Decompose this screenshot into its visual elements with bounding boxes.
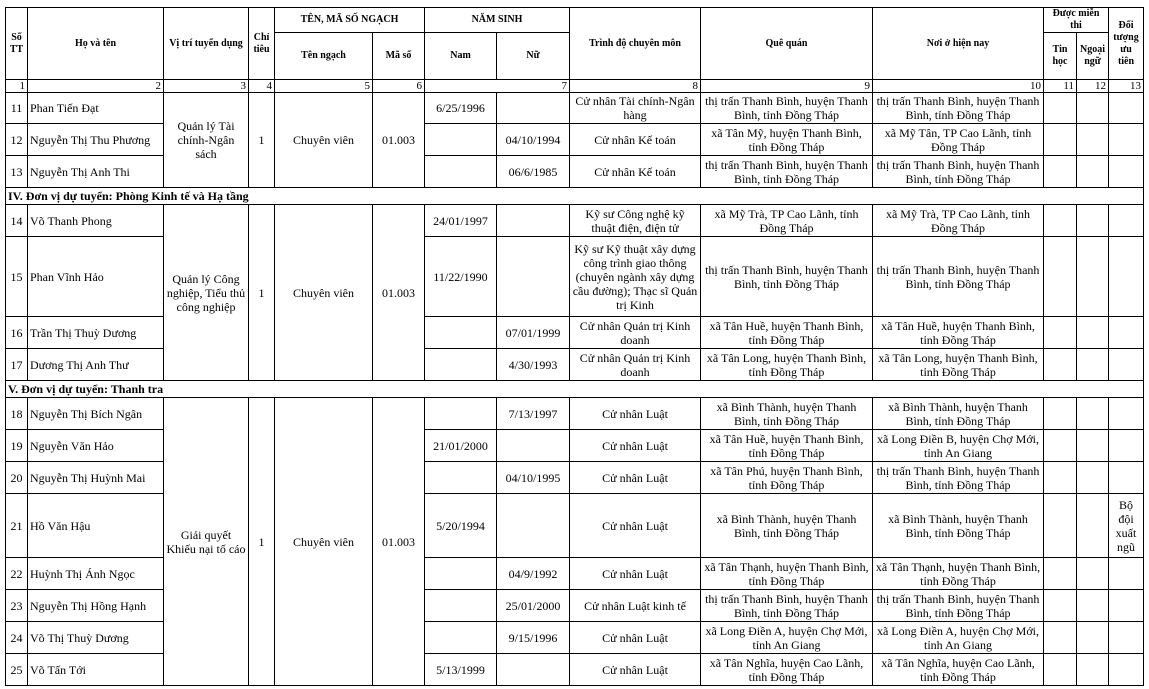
name-cell: Dương Thị Anh Thư [28,349,164,381]
candidate-table [5,7,1144,686]
rank-code-cell: 01.003 [373,398,425,686]
birth-male-cell [425,156,497,188]
residence-cell: thị trấn Thanh Bình, huyện Thanh Bình, tỉnh Đồng Tháp [873,237,1044,317]
header-ngach-group: TÊN, MÃ SỐ NGẠCH [275,8,425,33]
stt-cell: 24 [6,622,28,654]
stt-cell: 18 [6,398,28,430]
name-cell: Nguyễn Thị Anh Thi [28,156,164,188]
birth-female-cell: 4/30/1993 [497,349,570,381]
stt-cell: 21 [6,494,28,558]
hometown-cell: xã Tân Huề, huyện Thanh Bình, tỉnh Đồng Tháp [701,317,873,349]
name-cell: Võ Thanh Phong [28,205,164,237]
birth-male-cell [425,349,497,381]
hometown-cell: xã Tân Huề, huyện Thanh Bình, tỉnh Đồng Tháp [701,430,873,462]
priority-cell [1109,237,1144,317]
quota-cell: 1 [249,205,275,381]
position-cell: Quản lý Tài chính-Ngân sách [164,93,249,188]
hometown-cell: thị trấn Thanh Bình, huyện Thanh Bình, tỉnh Đồng Tháp [701,590,873,622]
rank-name-cell: Chuyên viên [275,93,373,188]
exempt-language-cell [1077,558,1109,590]
birth-female-cell: 06/6/1985 [497,156,570,188]
birth-male-cell: 5/20/1994 [425,494,497,558]
priority-cell [1109,462,1144,494]
qualification-cell: Cử nhân Kế toán [570,156,701,188]
hometown-cell: xã Long Điền A, huyện Chợ Mới, tỉnh An Giang [701,622,873,654]
exempt-it-cell [1044,93,1077,124]
header-tin-hoc: Tin học [1044,33,1077,80]
birth-female-cell: 7/13/1997 [497,398,570,430]
header-ho-ten: Họ và tên [28,8,164,80]
name-cell: Trần Thị Thuỳ Dương [28,317,164,349]
priority-cell [1109,156,1144,188]
qualification-cell: Cử nhân Luật [570,622,701,654]
exempt-language-cell [1077,398,1109,430]
birth-female-cell: 9/15/1996 [497,622,570,654]
qualification-cell: Cử nhân Quản trị Kinh doanh [570,349,701,381]
birth-male-cell [425,462,497,494]
quota-cell: 1 [249,93,275,188]
qualification-cell: Cử nhân Luật [570,430,701,462]
hometown-cell: xã Bình Thành, huyện Thanh Bình, tỉnh Đồng Tháp [701,494,873,558]
priority-cell [1109,398,1144,430]
header-noi-o: Nơi ở hiện nay [873,8,1044,80]
birth-female-cell: 25/01/2000 [497,590,570,622]
birth-female-cell: 04/10/1995 [497,462,570,494]
qualification-cell: Cử nhân Quản trị Kinh doanh [570,317,701,349]
birth-male-cell [425,317,497,349]
exempt-it-cell [1044,494,1077,558]
header-vi-tri: Vị trí tuyển dụng [164,8,249,80]
exempt-it-cell [1044,124,1077,156]
priority-cell [1109,590,1144,622]
birth-male-cell: 24/01/1997 [425,205,497,237]
exempt-language-cell [1077,237,1109,317]
name-cell: Nguyễn Thị Thu Phương [28,124,164,156]
table-row [6,93,1144,124]
residence-cell: xã Long Điền B, huyện Chợ Mới, tỉnh An Giang [873,430,1044,462]
birth-male-cell [425,590,497,622]
exempt-language-cell [1077,124,1109,156]
residence-cell: xã Bình Thành, huyện Thanh Bình, tỉnh Đồng Tháp [873,494,1044,558]
exempt-language-cell [1077,462,1109,494]
rank-code-cell: 01.003 [373,205,425,381]
birth-female-cell [497,494,570,558]
exempt-it-cell [1044,205,1077,237]
qualification-cell: Cử nhân Luật [570,558,701,590]
exempt-it-cell [1044,590,1077,622]
residence-cell: xã Tân Thạnh, huyện Thanh Bình, tỉnh Đồng Tháp [873,558,1044,590]
column-index-cell: 9 [701,80,873,93]
qualification-cell: Kỹ sư Công nghệ kỹ thuật điện, điện tử [570,205,701,237]
exempt-language-cell [1077,622,1109,654]
stt-cell: 14 [6,205,28,237]
stt-cell: 19 [6,430,28,462]
birth-female-cell: 04/9/1992 [497,558,570,590]
priority-cell: Bộ đội xuất ngũ [1109,494,1144,558]
residence-cell: thị trấn Thanh Bình, huyện Thanh Bình, tỉnh Đồng Tháp [873,590,1044,622]
priority-cell [1109,654,1144,686]
exempt-language-cell [1077,205,1109,237]
name-cell: Nguyễn Văn Hảo [28,430,164,462]
column-index-cell: 12 [1077,80,1109,93]
birth-female-cell [497,237,570,317]
residence-cell: xã Tân Huề, huyện Thanh Bình, tỉnh Đồng Tháp [873,317,1044,349]
exempt-it-cell [1044,558,1077,590]
exempt-it-cell [1044,349,1077,381]
residence-cell: xã Bình Thành, huyện Thanh Bình, tỉnh Đồng Tháp [873,398,1044,430]
exempt-language-cell [1077,590,1109,622]
position-cell: Giải quyết Khiếu nại tố cáo [164,398,249,686]
birth-male-cell: 6/25/1996 [425,93,497,124]
header-nam-sinh-group: NĂM SINH [425,8,570,33]
qualification-cell: Kỹ sư Kỹ thuật xây dựng công trình giao thông (chuyên ngành xây dựng cầu đường); Thạc sĩ Quản trị Kinh [570,237,701,317]
stt-cell: 15 [6,237,28,317]
quota-cell: 1 [249,398,275,686]
hometown-cell: thị trấn Thanh Bình, huyện Thanh Bình, tỉnh Đồng Tháp [701,93,873,124]
hometown-cell: thị trấn Thanh Bình, huyện Thanh Bình, tỉnh Đồng Tháp [701,156,873,188]
exempt-it-cell [1044,622,1077,654]
header-que-quan: Quê quán [701,8,873,80]
stt-cell: 16 [6,317,28,349]
exempt-language-cell [1077,93,1109,124]
column-index-cell: 5 [275,80,373,93]
hometown-cell: xã Tân Nghĩa, huyện Cao Lãnh, tỉnh Đồng Tháp [701,654,873,686]
exempt-it-cell [1044,317,1077,349]
section-header-row [6,188,1144,205]
birth-female-cell: 04/10/1994 [497,124,570,156]
qualification-cell: Cử nhân Tài chính-Ngân hàng [570,93,701,124]
residence-cell: xã Mỹ Tân, TP Cao Lãnh, tỉnh Đồng Tháp [873,124,1044,156]
candidate-table-sheet [5,7,1144,686]
priority-cell [1109,93,1144,124]
stt-cell: 25 [6,654,28,686]
qualification-cell: Cử nhân Kế toán [570,124,701,156]
section-header-row [6,381,1144,398]
exempt-language-cell [1077,349,1109,381]
column-index-cell: 10 [873,80,1044,93]
residence-cell: thị trấn Thanh Bình, huyện Thanh Bình, tỉnh Đồng Tháp [873,93,1044,124]
name-cell: Phan Tiến Đạt [28,93,164,124]
qualification-cell: Cử nhân Luật kinh tế [570,590,701,622]
column-index-cell: 13 [1109,80,1144,93]
exempt-it-cell [1044,654,1077,686]
hometown-cell: xã Bình Thành, huyện Thanh Bình, tỉnh Đồng Tháp [701,398,873,430]
priority-cell [1109,317,1144,349]
hometown-cell: xã Tân Mỹ, huyện Thanh Bình, tỉnh Đồng Tháp [701,124,873,156]
residence-cell: thị trấn Thanh Bình, huyện Thanh Bình, tỉnh Đồng Tháp [873,462,1044,494]
priority-cell [1109,349,1144,381]
priority-cell [1109,622,1144,654]
birth-male-cell [425,558,497,590]
birth-female-cell [497,430,570,462]
birth-male-cell [425,622,497,654]
column-index-cell: 1 [6,80,28,93]
birth-male-cell: 11/22/1990 [425,237,497,317]
table-body [6,80,1144,686]
stt-cell: 12 [6,124,28,156]
header-mien-thi-group: Được miễn thi [1044,8,1109,33]
name-cell: Võ Tấn Tới [28,654,164,686]
exempt-language-cell [1077,654,1109,686]
header-nu: Nữ [497,33,570,80]
name-cell: Phan Vĩnh Hảo [28,237,164,317]
header-stt: Số TT [6,8,28,80]
qualification-cell: Cử nhân Luật [570,494,701,558]
rank-name-cell: Chuyên viên [275,398,373,686]
column-index-cell: 3 [164,80,249,93]
residence-cell: xã Long Điền A, huyện Chợ Mới, tỉnh An Giang [873,622,1044,654]
stt-cell: 13 [6,156,28,188]
column-index-cell: 2 [28,80,164,93]
table-row [6,205,1144,237]
hometown-cell: thị trấn Thanh Bình, huyện Thanh Bình, tỉnh Đồng Tháp [701,237,873,317]
exempt-it-cell [1044,430,1077,462]
rank-code-cell: 01.003 [373,93,425,188]
column-index-cell: 7 [425,80,570,93]
exempt-language-cell [1077,494,1109,558]
column-index-cell: 6 [373,80,425,93]
qualification-cell: Cử nhân Luật [570,398,701,430]
name-cell: Nguyễn Thị Bích Ngân [28,398,164,430]
exempt-it-cell [1044,398,1077,430]
column-index-row [6,80,1144,93]
birth-male-cell: 5/13/1999 [425,654,497,686]
exempt-it-cell [1044,462,1077,494]
hometown-cell: xã Tân Long, huyện Thanh Bình, tỉnh Đồng Tháp [701,349,873,381]
priority-cell [1109,124,1144,156]
birth-male-cell: 21/01/2000 [425,430,497,462]
stt-cell: 22 [6,558,28,590]
stt-cell: 20 [6,462,28,494]
exempt-it-cell [1044,156,1077,188]
hometown-cell: xã Tân Phú, huyện Thanh Bình, tỉnh Đồng Tháp [701,462,873,494]
header-ma-so: Mã số [373,33,425,80]
section-title: IV. Đơn vị dự tuyển: Phòng Kinh tế và Hạ tầng [6,188,1144,205]
name-cell: Nguyễn Thị Huỳnh Mai [28,462,164,494]
header-doi-tuong: Đối tượng ưu tiên [1109,8,1144,80]
priority-cell [1109,205,1144,237]
birth-male-cell [425,398,497,430]
hometown-cell: xã Tân Thạnh, huyện Thanh Bình, tỉnh Đồng Tháp [701,558,873,590]
table-row [6,398,1144,430]
header-ngoai-ngu: Ngoại ngữ [1077,33,1109,80]
header-ten-ngach: Tên ngạch [275,33,373,80]
section-title: V. Đơn vị dự tuyển: Thanh tra [6,381,1144,398]
birth-female-cell [497,205,570,237]
stt-cell: 23 [6,590,28,622]
stt-cell: 17 [6,349,28,381]
name-cell: Nguyễn Thị Hồng Hạnh [28,590,164,622]
position-cell: Quản lý Công nghiệp, Tiểu thủ công nghiệp [164,205,249,381]
residence-cell: xã Mỹ Trà, TP Cao Lãnh, tỉnh Đồng Tháp [873,205,1044,237]
rank-name-cell: Chuyên viên [275,205,373,381]
qualification-cell: Cử nhân Luật [570,462,701,494]
birth-female-cell [497,654,570,686]
header-chi-tieu: Chỉ tiêu [249,8,275,80]
name-cell: Hồ Văn Hậu [28,494,164,558]
birth-male-cell [425,124,497,156]
residence-cell: xã Tân Long, huyện Thanh Bình, tỉnh Đồng Tháp [873,349,1044,381]
qualification-cell: Cử nhân Luật [570,654,701,686]
priority-cell [1109,558,1144,590]
stt-cell: 11 [6,93,28,124]
hometown-cell: xã Mỹ Trà, TP Cao Lãnh, tỉnh Đồng Tháp [701,205,873,237]
column-index-cell: 8 [570,80,701,93]
exempt-it-cell [1044,237,1077,317]
residence-cell: thị trấn Thanh Bình, huyện Thanh Bình, tỉnh Đồng Tháp [873,156,1044,188]
header-nam: Nam [425,33,497,80]
column-index-cell: 11 [1044,80,1077,93]
column-index-cell: 4 [249,80,275,93]
name-cell: Huỳnh Thị Ánh Ngọc [28,558,164,590]
header-trinh-do: Trình độ chuyên môn [570,8,701,80]
name-cell: Võ Thị Thuỳ Dương [28,622,164,654]
priority-cell [1109,430,1144,462]
residence-cell: xã Tân Nghĩa, huyện Cao Lãnh, tỉnh Đồng Tháp [873,654,1044,686]
exempt-language-cell [1077,430,1109,462]
exempt-language-cell [1077,317,1109,349]
birth-female-cell [497,93,570,124]
exempt-language-cell [1077,156,1109,188]
birth-female-cell: 07/01/1999 [497,317,570,349]
